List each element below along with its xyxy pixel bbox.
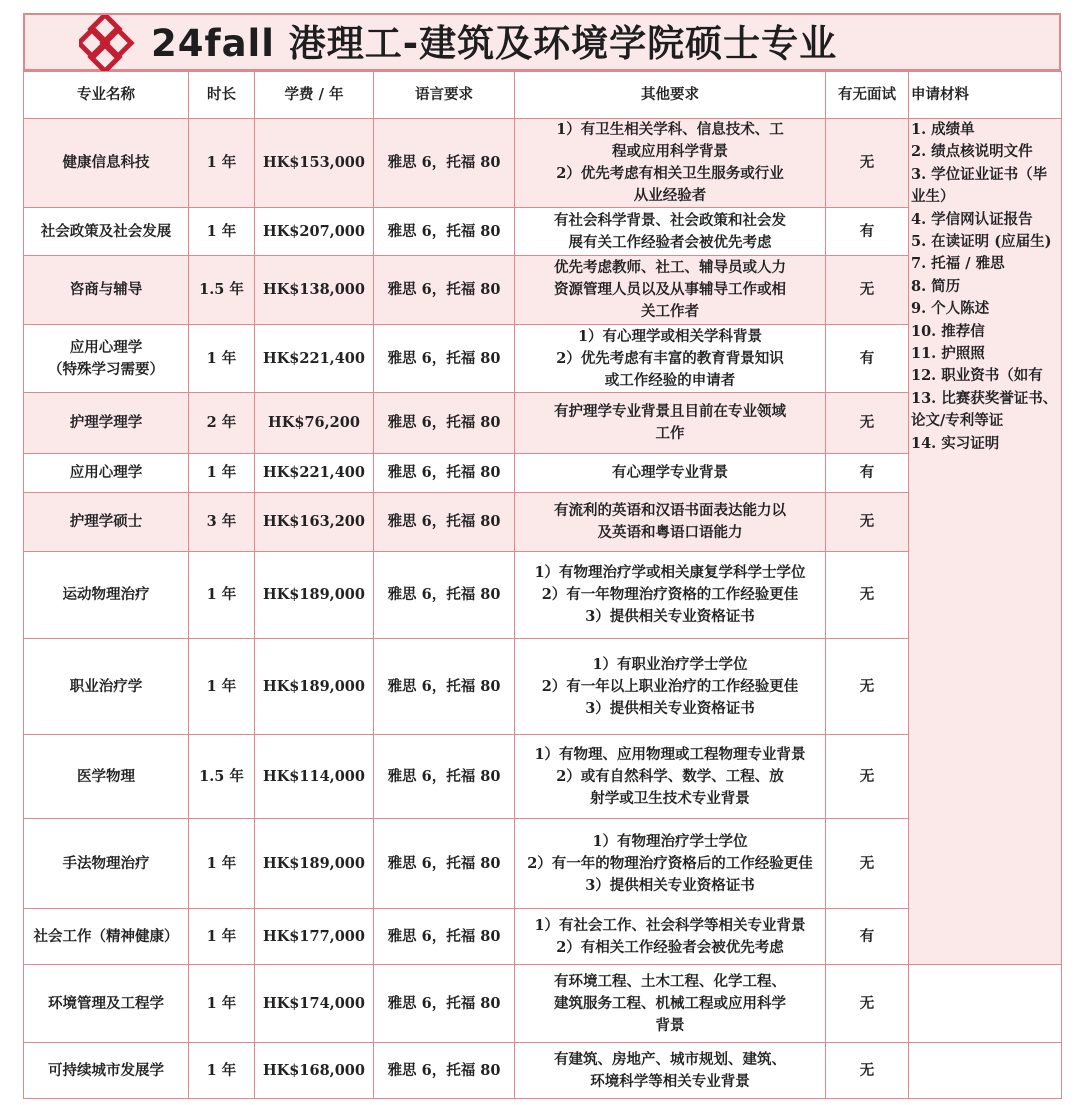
program-name: 职业治疗学: [24, 639, 189, 735]
program-fee: HK$207,000: [255, 208, 374, 256]
requirement-line: 资源管理人员以及从事辅导工作或相: [554, 281, 786, 298]
program-name: 可持续城市发展学: [24, 1043, 189, 1099]
requirement-line: 2）有相关工作经验者会被优先考虑: [556, 938, 784, 956]
program-fee: HK$168,000: [255, 1043, 374, 1099]
table-row: [24, 493, 1062, 552]
table-row: [24, 325, 1062, 393]
table-row: [24, 819, 1062, 909]
material-item: 5. 在读证明 (应届生): [911, 233, 1052, 251]
table-row: [24, 119, 1062, 208]
program-name: 社会工作（精神健康）: [24, 909, 189, 965]
program-fee: HK$177,000: [255, 909, 374, 965]
program-interview: 无: [826, 393, 909, 454]
program-duration: 2 年: [189, 393, 255, 454]
program-other-requirements: [515, 493, 826, 552]
program-fee: HK$189,000: [255, 819, 374, 909]
program-interview: 有: [826, 325, 909, 393]
material-item: 4. 学信网认证报告: [911, 210, 1033, 228]
material-item: 3. 学位证业证书（毕: [911, 165, 1048, 183]
program-duration: 1 年: [189, 1043, 255, 1099]
program-language: 雅思 6，托福 80: [374, 325, 515, 393]
material-item: 9. 个人陈述: [911, 300, 990, 318]
material-item: 7. 托福 / 雅思: [911, 255, 1005, 273]
program-duration: 1 年: [189, 208, 255, 256]
program-interview: 有: [826, 454, 909, 493]
program-name-line: （特殊学习需要）: [48, 360, 164, 378]
program-interview: 无: [826, 735, 909, 819]
requirement-line: 有护理学专业背景且目前在专业领域: [554, 403, 786, 420]
program-language: 雅思 6，托福 80: [374, 965, 515, 1043]
program-interview: 无: [826, 819, 909, 909]
program-fee: HK$174,000: [255, 965, 374, 1043]
program-other-requirements: [515, 454, 826, 493]
requirement-line: 3）提供相关专业资格证书: [585, 699, 755, 717]
program-duration: 1 年: [189, 454, 255, 493]
table-row: [24, 208, 1062, 256]
program-other-requirements: [515, 1043, 826, 1099]
header-interview: 有无面试: [826, 72, 909, 119]
requirement-line: 有社会科学背景、社会政策和社会发: [554, 211, 786, 229]
program-duration: 1.5 年: [189, 735, 255, 819]
requirement-line: 有环境工程、土木工程、化学工程、: [554, 972, 786, 990]
header-other: 其他要求: [515, 72, 826, 119]
requirement-line: 3）提供相关专业资格证书: [585, 876, 755, 894]
program-duration: 3 年: [189, 493, 255, 552]
program-language: 雅思 6，托福 80: [374, 1043, 515, 1099]
table-row: [24, 1043, 1062, 1099]
program-other-requirements: [515, 325, 826, 393]
program-other-requirements: [515, 208, 826, 256]
program-language: 雅思 6，托福 80: [374, 909, 515, 965]
requirement-line: 建筑服务工程、机械工程或应用科学: [554, 994, 786, 1012]
program-other-requirements: [515, 965, 826, 1043]
program-fee: HK$76,200: [255, 393, 374, 454]
program-language: 雅思 6，托福 80: [374, 393, 515, 454]
table-row: [24, 454, 1062, 493]
program-name: 应用心理学: [24, 454, 189, 493]
requirement-line: 展有关工作经验者会被优先考虑: [568, 233, 772, 251]
program-interview: 无: [826, 256, 909, 325]
program-interview: 无: [826, 119, 909, 208]
program-interview: 无: [826, 552, 909, 639]
requirement-line: 1）有职业治疗学士学位: [592, 655, 748, 673]
requirement-line: 或工作经验的申请者: [604, 371, 736, 389]
program-name: 护理学理学: [24, 393, 189, 454]
program-fee: HK$163,200: [255, 493, 374, 552]
program-interview: 有: [826, 208, 909, 256]
program-other-requirements: [515, 819, 826, 909]
program-duration: 1 年: [189, 325, 255, 393]
program-name: [24, 325, 189, 393]
program-duration: 1 年: [189, 552, 255, 639]
requirement-line: 1）有卫生相关学科、信息技术、工: [556, 121, 784, 138]
program-interview: 无: [826, 965, 909, 1043]
table-row: [24, 965, 1062, 1043]
requirement-line: 程或应用科学背景: [612, 143, 728, 160]
program-name: 健康信息科技: [24, 119, 189, 208]
table-row: [24, 256, 1062, 325]
program-other-requirements: [515, 256, 826, 325]
program-duration: 1 年: [189, 965, 255, 1043]
program-fee: HK$221,400: [255, 325, 374, 393]
program-interview: 无: [826, 639, 909, 735]
header-name: 专业名称: [24, 72, 189, 119]
program-name: 医学物理: [24, 735, 189, 819]
table-row: [24, 735, 1062, 819]
program-language: 雅思 6，托福 80: [374, 208, 515, 256]
program-fee: HK$153,000: [255, 119, 374, 208]
program-language: 雅思 6，托福 80: [374, 735, 515, 819]
program-other-requirements: [515, 393, 826, 454]
program-fee: HK$221,400: [255, 454, 374, 493]
program-name: 环境管理及工程学: [24, 965, 189, 1043]
program-interview: 无: [826, 493, 909, 552]
requirement-line: 及英语和粤语口语能力: [597, 524, 743, 541]
program-interview: 有: [826, 909, 909, 965]
polyu-logo-icon: [79, 15, 135, 71]
requirement-line: 1）有物理治疗学或相关康复学科学士学位: [534, 564, 806, 581]
requirement-line: 关工作者: [641, 303, 699, 320]
requirement-line: 3）提供相关专业资格证书: [585, 608, 755, 625]
material-item: 论文/专利等证: [911, 412, 1004, 430]
program-name: 咨商与辅导: [24, 256, 189, 325]
material-item: 11. 护照照: [911, 345, 985, 363]
program-language: 雅思 6，托福 80: [374, 552, 515, 639]
material-item: 1. 成绩单: [911, 121, 975, 138]
requirement-line: 优先考虑教师、社工、辅导员或人力: [554, 259, 786, 276]
requirement-line: 1）有心理学或相关学科背景: [577, 327, 763, 345]
requirement-line: 2）优先考虑有相关卫生服务或行业: [556, 165, 784, 182]
requirement-line: 有心理学专业背景: [612, 464, 728, 481]
program-other-requirements: [515, 909, 826, 965]
title-banner: [23, 13, 1061, 71]
program-language: 雅思 6，托福 80: [374, 256, 515, 325]
program-name: 护理学硕士: [24, 493, 189, 552]
table-row: [24, 639, 1062, 735]
requirement-line: 射学或卫生技术专业背景: [590, 789, 750, 807]
material-item: 业生）: [911, 188, 955, 206]
header-row: [24, 72, 1062, 119]
header-materials: 申请材料: [909, 72, 1062, 119]
program-fee: HK$138,000: [255, 256, 374, 325]
requirement-line: 1）有物理治疗学士学位: [592, 832, 748, 850]
header-language: 语言要求: [374, 72, 515, 119]
program-language: 雅思 6，托福 80: [374, 454, 515, 493]
requirement-line: 1）有社会工作、社会科学等相关专业背景: [534, 916, 806, 934]
program-name: 手法物理治疗: [24, 819, 189, 909]
program-duration: 1 年: [189, 819, 255, 909]
requirement-line: 2）优先考虑有丰富的教育背景知识: [556, 349, 784, 367]
program-name: 运动物理治疗: [24, 552, 189, 639]
program-name-line: 应用心理学: [69, 338, 143, 356]
program-duration: 1 年: [189, 909, 255, 965]
program-language: 雅思 6，托福 80: [374, 493, 515, 552]
page-title: 24fall 港理工-建筑及环境学院硕士专业: [151, 22, 838, 65]
header-duration: 时长: [189, 72, 255, 119]
materials-empty-cell: [909, 965, 1062, 1043]
program-other-requirements: [515, 552, 826, 639]
requirement-line: 工作: [655, 425, 685, 442]
requirement-line: 有建筑、房地产、城市规划、建筑、: [554, 1050, 786, 1068]
material-item: 13. 比赛获奖誉证书、: [911, 389, 1058, 407]
program-fee: HK$189,000: [255, 639, 374, 735]
material-item: 10. 推荐信: [911, 322, 985, 340]
requirement-line: 1）有物理、应用物理或工程物理专业背景: [534, 745, 806, 763]
program-fee: HK$114,000: [255, 735, 374, 819]
program-language: 雅思 6，托福 80: [374, 639, 515, 735]
program-language: 雅思 6，托福 80: [374, 819, 515, 909]
materials-empty-cell: [909, 1043, 1062, 1099]
requirement-line: 从业经验者: [633, 187, 707, 204]
requirement-line: 2）有一年以上职业治疗的工作经验更佳: [541, 677, 799, 695]
material-item: 14. 实习证明: [911, 434, 1000, 452]
program-duration: 1 年: [189, 639, 255, 735]
program-duration: 1 年: [189, 119, 255, 208]
requirement-line: 环境科学等相关专业背景: [590, 1072, 750, 1090]
requirement-line: 2）有一年的物理治疗资格后的工作经验更佳: [527, 854, 813, 872]
table-row: [24, 393, 1062, 454]
requirement-line: 背景: [655, 1016, 685, 1034]
requirement-line: 有流利的英语和汉语书面表达能力以: [554, 502, 786, 519]
program-interview: 无: [826, 1043, 909, 1099]
program-other-requirements: [515, 735, 826, 819]
header-fee: 学费 / 年: [255, 72, 374, 119]
materials-list: [909, 119, 1062, 965]
program-other-requirements: [515, 119, 826, 208]
program-fee: HK$189,000: [255, 552, 374, 639]
requirement-line: 2）有一年物理治疗资格的工作经验更佳: [541, 586, 799, 603]
program-duration: 1.5 年: [189, 256, 255, 325]
material-item: 12. 职业资书（如有: [911, 367, 1043, 385]
program-language: 雅思 6，托福 80: [374, 119, 515, 208]
table-row: [24, 552, 1062, 639]
table-row: [24, 909, 1062, 965]
program-name: 社会政策及社会发展: [24, 208, 189, 256]
requirement-line: 2）或有自然科学、数学、工程、放: [556, 767, 784, 785]
program-other-requirements: [515, 639, 826, 735]
material-item: 2. 绩点核说明文件: [911, 143, 1033, 161]
program-table: [23, 71, 1062, 1099]
material-item: 8. 简历: [911, 277, 961, 295]
